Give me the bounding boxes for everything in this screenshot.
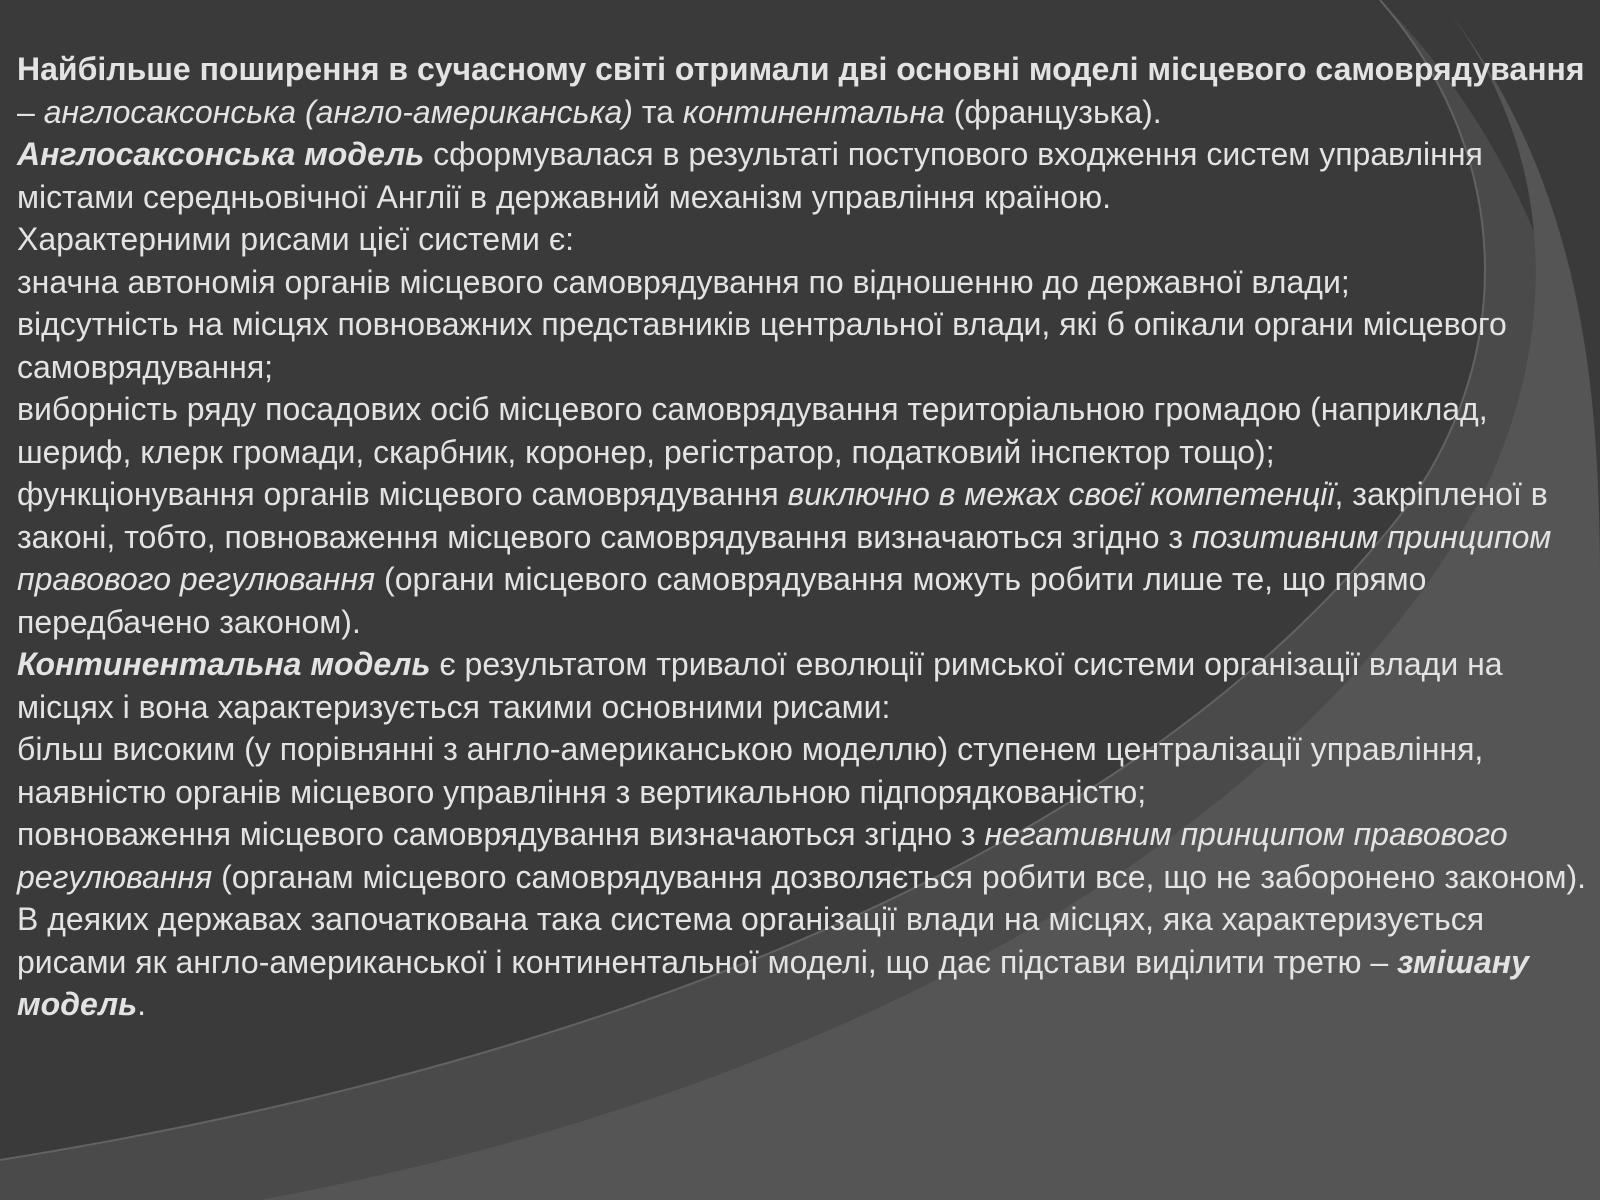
mixed-text-2: .: [137, 986, 146, 1022]
negative-italic: негативним принципом правового регулювання: [17, 816, 1508, 895]
anglosaxon-model-term: Англосаксонська модель: [17, 136, 425, 172]
slide-text-body: [17, 48, 1587, 1026]
paragraph-autonomy: значна автономія органів місцевого самоврядування по відношенню до державної влади;: [17, 263, 1350, 300]
competence-text-3: (органи місцевого самоврядування можуть робити лише те, що прямо передбачено законом).: [17, 561, 1427, 640]
paragraph-centralization: більш високим (у порівнянні з англо-американською моделлю) ступенем централізації управління, наявністю органів місцевого управління з вертикальною підпорядкованістю;: [17, 731, 1484, 810]
paragraph-elected-officials: виборність ряду посадових осіб місцевого самоврядування територіальною громадою (наприклад, шериф, клерк громади, скарбник, коронер, регістратор, податковий інспектор тощо);: [17, 391, 1488, 470]
continental-model-description: є результатом тривалої еволюції римської системи організації влади на місцях і вона характеризується такими основними рисами:: [17, 646, 1503, 725]
intro-continental-term: континентальна: [682, 93, 945, 130]
competence-italic-1: виключно в межах своєї компетенції: [787, 476, 1335, 512]
intro-bold-text: Найбільше поширення в сучасному світі отримали дві основні моделі місцевого самоврядування: [17, 51, 1585, 87]
paragraph-no-representatives: відсутність на місцях повноважних представників центральної влади, які б опікали органи місцевого самоврядування;: [17, 306, 1507, 385]
intro-french: (французька).: [944, 93, 1162, 130]
competence-text-1: функціонування органів місцевого самоврядування: [17, 476, 788, 512]
paragraph-negative-principle: [17, 813, 1587, 898]
competence-text-2: , закріпленої в законі, тобто, повноваження місцевого самоврядування визначаються згідно з: [17, 476, 1548, 555]
paragraph-anglosaxon-model: [17, 133, 1587, 218]
paragraph-intro: [17, 48, 1587, 133]
competence-italic-2: позитивним принципом правового регулювання: [17, 518, 1552, 597]
anglosaxon-model-description: сформувалася в результаті поступового входження систем управління містами середньовічної Англії в державний механізм управління країною.: [17, 136, 1483, 215]
mixed-model-term: змішану модель: [17, 943, 1529, 1022]
mixed-text-1: В деяких державах започаткована така система організації влади на місцях, яка характеризується рисами як англо-американської і континентальної моделі, що дає підстави виділити третю –: [17, 901, 1485, 980]
intro-anglosaxon-term: англосаксонська (англо-американська): [43, 93, 633, 130]
intro-conjunction: та: [632, 93, 683, 130]
paragraph-mixed-model: [17, 898, 1587, 1026]
paragraph-characteristics-intro: Характерними рисами цієї системи є:: [17, 221, 575, 257]
negative-text-1: повноваження місцевого самоврядування визначаються згідно з: [17, 816, 985, 852]
paragraph-competence: [17, 473, 1587, 643]
continental-model-term: Континентальна модель: [17, 646, 431, 682]
negative-text-2: (органам місцевого самоврядування дозволяється робити все, що не заборонено законом).: [212, 858, 1586, 895]
intro-dash: –: [17, 93, 44, 130]
paragraph-continental-model: [17, 643, 1587, 728]
